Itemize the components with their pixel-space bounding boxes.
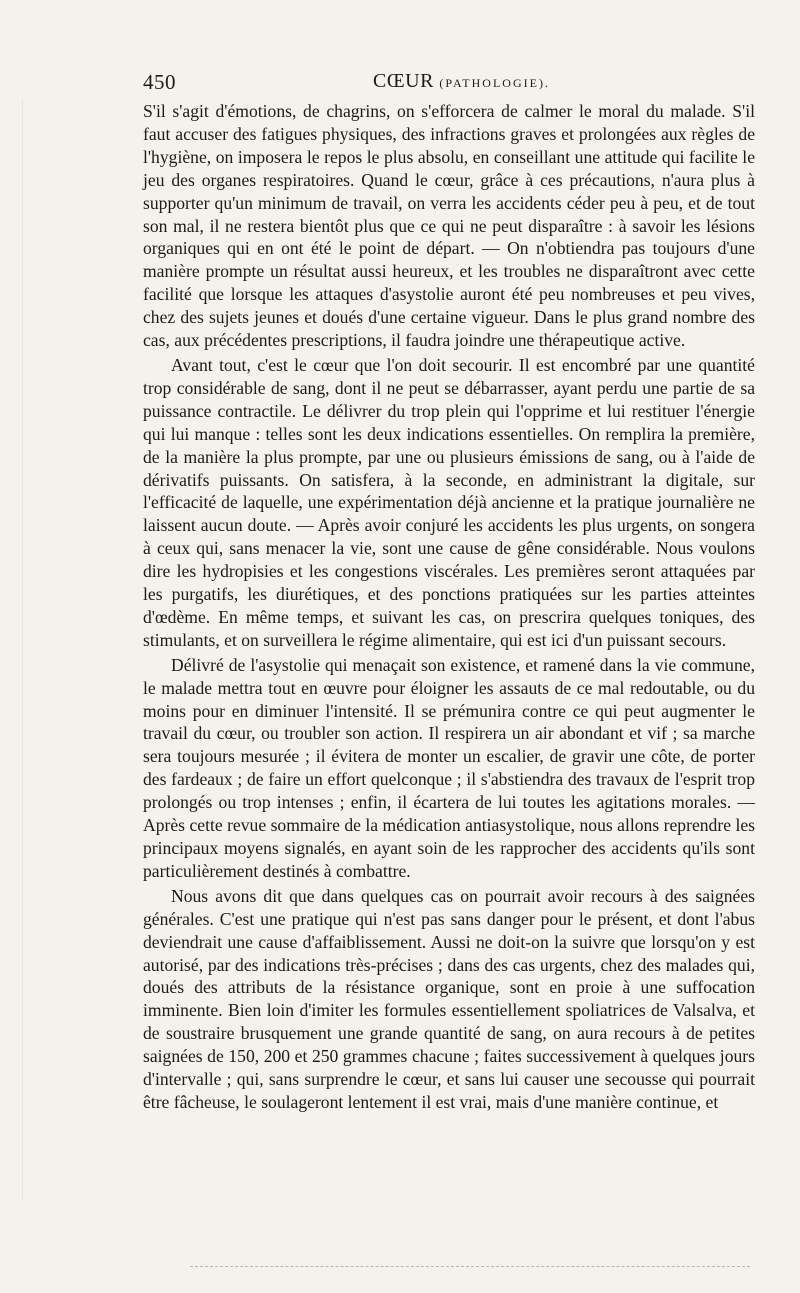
page-number: 450 (143, 70, 176, 94)
binding-margin (22, 100, 43, 1200)
running-title-main: CŒUR (373, 70, 434, 92)
page-header (143, 70, 763, 100)
paragraph-1: S'il s'agit d'émotions, de chagrins, on s'efforcera de calmer le moral du malade. S'il faut accuser des fatigues physiques, des infractions graves et prolongées aux règles de l'hygiène, on imposera le repos le plus absolu, en conseillant une attitude qui facilite le jeu des organes respiratoires. Quand le cœur, grâce à ces précautions, n'aura plus à supporter qu'un minimum de travail, on verra les accidents céder peu à peu, et de tout son mal, il ne restera bientôt plus que ce qui ne peut disparaître : à savoir les lésions organiques qui en ont été le point de départ. — On n'obtiendra pas toujours d'une manière prompte un résultat aussi heureux, et les troubles ne disparaîtront avec cette facilité que lorsque les attaques d'asystolie auront été peu nombreuses et peu vives, chez des sujets jeunes et doués d'une certaine vigueur. Dans le plus grand nombre des cas, aux précédentes prescriptions, il faudra joindre une thérapeutique active. (143, 101, 755, 351)
running-title (373, 70, 550, 93)
paragraph-4: Nous avons dit que dans quelques cas on pourrait avoir recours à des saignées générales. C'est une pratique qui n'est pas sans danger pour le présent, et dont l'abus deviendrait une cause d'affaiblissement. Aussi ne doit-on la suivre que lorsqu'on y est autorisé, par des indications très-précises ; dans des cas urgents, chez des malades qui, doués des attributs de la résistance organique, sont en proie à une suffocation imminente. Bien loin d'imiter les formules essentiellement spoliatrices de Valsalva, et de soustraire brusquement une grande quantité de sang, on aura recours à de petites saignées de 150, 200 et 250 grammes chacune ; faites successivement à quelques jours d'intervalle ; qui, sans surprendre le cœur, et sans lui causer une secousse qui pourrait être fâcheuse, le soulageront lentement il est vrai, mais d'une manière continue, et (143, 885, 755, 1112)
footer-rule (190, 1266, 750, 1267)
paragraph-3: Délivré de l'asystolie qui menaçait son existence, et ramené dans la vie commune, le malade mettra tout en œuvre pour éloigner les assauts de ce mal redoutable, ou du moins pour en diminuer l'intensité. Il se prémunira contre ce qui peut augmenter le travail du cœur, ou troubler son action. Il respirera un air abondant et vif ; sa marche sera toujours mesurée ; il évitera de monter un escalier, de gravir une côte, de porter des fardeaux ; de faire un effort quelconque ; il s'abstiendra des travaux de l'esprit trop prolongés ou trop intenses ; enfin, il écartera de lui toutes les agitations morales. — Après cette revue sommaire de la médication antiasystolique, nous allons reprendre les principaux moyens signalés, en ayant soin de les rapprocher des accidents qu'ils sont particulièrement destinés à combattre. (143, 654, 755, 881)
paragraph-2: Avant tout, c'est le cœur que l'on doit secourir. Il est encombré par une quantité trop considérable de sang, dont il ne peut se débarrasser, ayant perdu une partie de sa puissance contractile. Le délivrer du trop plein qui l'opprime et lui restituer l'énergie qui lui manque : telles sont les deux indications essentielles. On remplira la première, de la manière la plus prompte, par une ou plusieurs émissions de sang, ou à l'aide de dérivatifs puissants. On satisfera, à la seconde, en administrant la digitale, sur l'efficacité de laquelle, une expérimentation déjà ancienne et la pratique journalière ne laissent aucun doute. — Après avoir conjuré les accidents les plus urgents, on songera à ceux qui, sans menacer la vie, sont une cause de gêne considérable. Nous voulons dire les hydropisies et les congestions viscérales. Les premières seront attaquées par les purgatifs, les diurétiques, et des ponctions pratiquées sur les parties atteintes d'œdème. En même temps, et suivant les cas, on prescrira quelques toniques, des stimulants, et on surveillera le régime alimentaire, qui est ici d'un puissant secours. (143, 354, 755, 650)
body-text (143, 100, 755, 1114)
running-title-subtitle: (PATHOLOGIE). (439, 76, 550, 90)
